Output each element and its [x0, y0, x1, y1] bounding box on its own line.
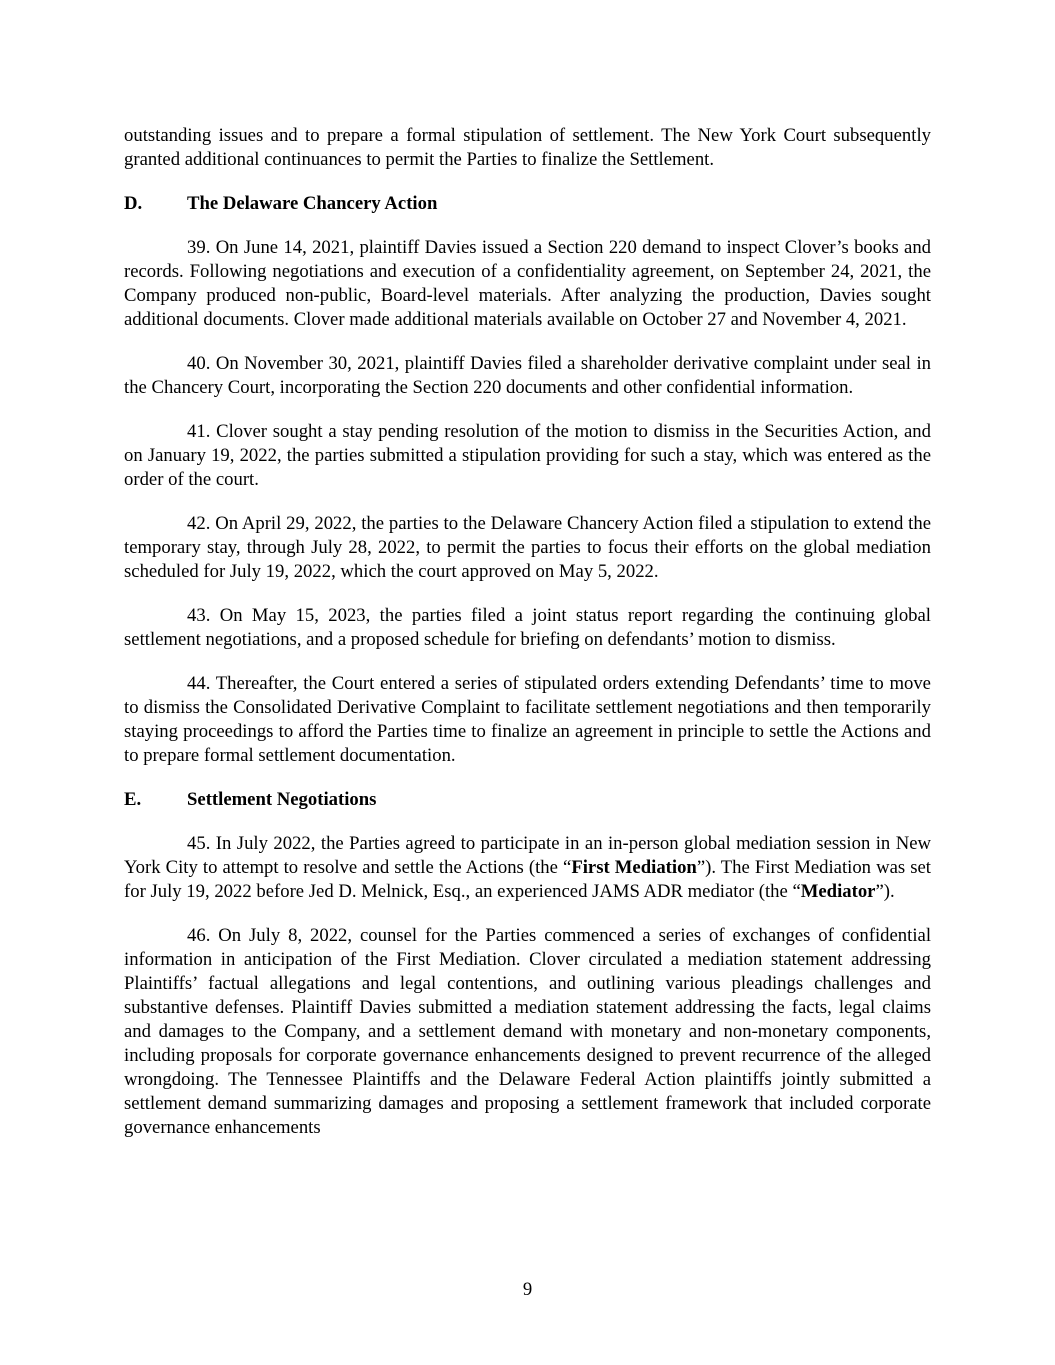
- paragraph-39: [124, 236, 931, 332]
- paragraph-number: 39.: [187, 237, 211, 258]
- paragraph-text: In July 2022, the Parties agreed to participate in an in-person global mediation session in New York City to attempt to resolve and settle the Actions (the “: [124, 833, 931, 878]
- paragraph-40: [124, 352, 931, 400]
- section-letter: E.: [124, 789, 142, 810]
- section-title: Settlement Negotiations: [187, 789, 377, 810]
- paragraph-text: ”). The First Mediation was set for July 19, 2022 before Jed D. Melnick, Esq., an experienced JAMS ADR mediator (the “: [124, 857, 931, 902]
- defined-term-mediator: Mediator: [800, 881, 876, 902]
- paragraph-number: 45.: [187, 833, 211, 854]
- paragraph-number: 41.: [187, 421, 211, 442]
- paragraph-44: [124, 672, 931, 768]
- defined-term-first-mediation: First Mediation: [571, 857, 697, 878]
- document-body: [124, 124, 931, 1160]
- paragraph-text: Clover sought a stay pending resolution of the motion to dismiss in the Securities Action, and on January 19, 2022, the parties submitted a stipulation providing for such a stay, which was entered as the order of the court.: [124, 421, 931, 490]
- paragraph-text: Thereafter, the Court entered a series of stipulated orders extending Defendants’ time to move to dismiss the Consolidated Derivative Complaint to facilitate settlement negotiations and then temporarily staying proceedings to afford the Parties time to finalize an agreement in principle to settle the Actions and to prepare formal settlement documentation.: [124, 673, 931, 766]
- paragraph-41: [124, 420, 931, 492]
- paragraph-45: [124, 832, 931, 904]
- continued-paragraph-text: outstanding issues and to prepare a formal stipulation of settlement. The New York Court subsequently granted additional continuances to permit the Parties to finalize the Settlement.: [124, 125, 931, 170]
- paragraph-text: On June 14, 2021, plaintiff Davies issued a Section 220 demand to inspect Clover’s books and records. Following negotiations and execution of a confidentiality agreement, on September 24, 2021, the Company produced non-public, Board-level materials. After analyzing the production, Davies sought additional documents. Clover made additional materials available on October 27 and November 4, 2021.: [124, 237, 932, 330]
- section-heading-e: [124, 788, 931, 812]
- paragraph-text: On May 15, 2023, the parties filed a joint status report regarding the continuing global settlement negotiations, and a proposed schedule for briefing on defendants’ motion to dismiss.: [124, 605, 932, 650]
- paragraph-text: On July 8, 2022, counsel for the Parties commenced a series of exchanges of confidential information in anticipation of the First Mediation. Clover circulated a mediation statement addressing Plaintiffs’ factual allegations and legal contentions, and outlining various pleadings challenges and substantive defenses. Plaintiff Davies submitted a mediation statement addressing the facts, legal claims and damages to the Company, and a settlement demand with monetary and non-monetary components, including proposals for corporate governance enhancements designed to prevent recurrence of the alleged wrongdoing. The Tennessee Plaintiffs and the Delaware Federal Action plaintiffs jointly submitted a settlement demand summarizing damages and proposing a settlement framework that included corporate governance enhancements: [124, 925, 932, 1138]
- paragraph-number: 44.: [187, 673, 211, 694]
- section-heading-d: [124, 192, 931, 216]
- paragraph-43: [124, 604, 931, 652]
- paragraph-number: 43.: [187, 605, 211, 626]
- paragraph-text: On November 30, 2021, plaintiff Davies filed a shareholder derivative complaint under seal in the Chancery Court, incorporating the Section 220 documents and other confidential information.: [124, 353, 931, 398]
- paragraph-text: On April 29, 2022, the parties to the Delaware Chancery Action filed a stipulation to extend the temporary stay, through July 28, 2022, to permit the parties to focus their efforts on the global mediation scheduled for July 19, 2022, which the court approved on May 5, 2022.: [124, 513, 931, 582]
- paragraph-46: [124, 924, 931, 1140]
- paragraph-number: 46.: [187, 925, 211, 946]
- paragraph-text: ”).: [875, 881, 895, 902]
- paragraph-number: 40.: [187, 353, 211, 374]
- continued-paragraph: [124, 124, 931, 172]
- section-title: The Delaware Chancery Action: [187, 193, 438, 214]
- paragraph-42: [124, 512, 931, 584]
- page-number: 9: [522, 1279, 533, 1300]
- section-letter: D.: [124, 193, 143, 214]
- paragraph-number: 42.: [187, 513, 211, 534]
